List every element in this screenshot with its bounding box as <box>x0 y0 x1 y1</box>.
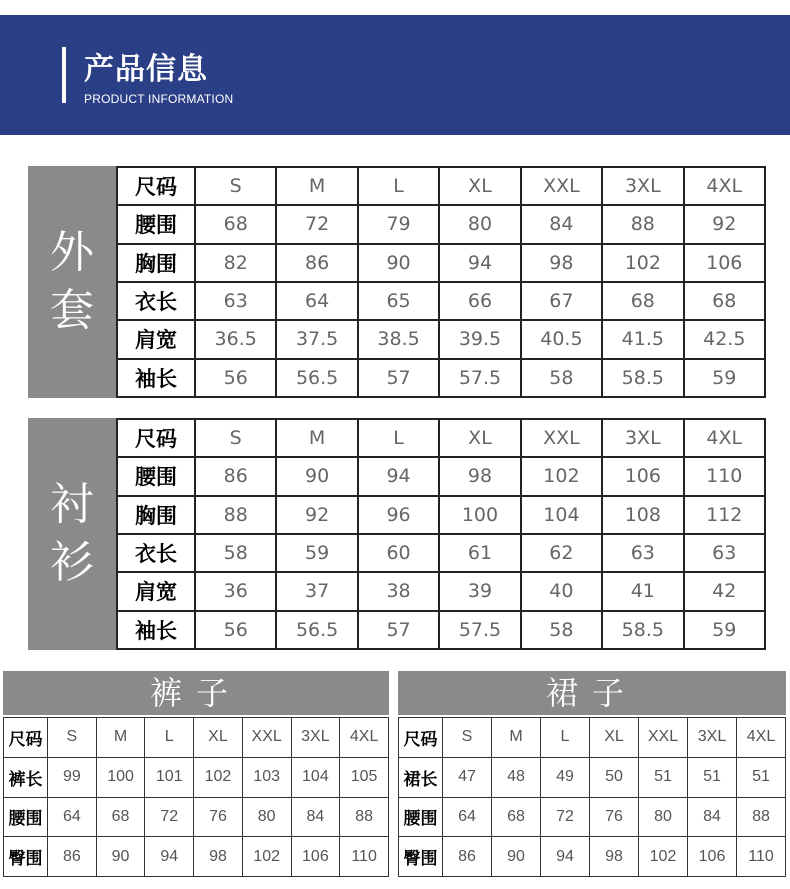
table-row <box>117 496 765 534</box>
size-cell: M <box>492 718 541 758</box>
table-row <box>117 244 765 282</box>
value-cell: 106 <box>602 457 683 495</box>
value-cell: 90 <box>358 244 439 282</box>
row-label: 胸围 <box>117 244 195 282</box>
value-cell: 102 <box>521 457 602 495</box>
size-cell: 3XL <box>688 718 737 758</box>
table-row <box>117 282 765 320</box>
value-cell: 56.5 <box>276 359 357 397</box>
value-cell: 58 <box>521 359 602 397</box>
skirt-title: 裙子 <box>545 674 638 712</box>
value-cell: 58 <box>195 534 276 572</box>
value-cell: 39.5 <box>439 320 520 358</box>
size-cell: 3XL <box>602 167 683 205</box>
table-row <box>117 457 765 495</box>
row-label: 腰围 <box>399 797 443 837</box>
size-cell: L <box>358 167 439 205</box>
value-cell: 92 <box>684 205 765 243</box>
size-cell: L <box>358 419 439 457</box>
value-cell: 112 <box>684 496 765 534</box>
value-cell: 58.5 <box>602 611 683 649</box>
jacket-size-table <box>116 166 766 398</box>
table-row <box>4 797 389 837</box>
value-cell: 42.5 <box>684 320 765 358</box>
row-label: 胸围 <box>117 496 195 534</box>
skirt-size-table <box>398 717 786 877</box>
shirt-category-label <box>28 418 116 650</box>
value-cell: 64 <box>443 797 492 837</box>
value-cell: 84 <box>291 797 340 837</box>
value-cell: 106 <box>688 837 737 877</box>
value-cell: 51 <box>737 757 786 797</box>
value-cell: 76 <box>590 797 639 837</box>
size-cell: L <box>541 718 590 758</box>
value-cell: 58.5 <box>602 359 683 397</box>
value-cell: 80 <box>639 797 688 837</box>
value-cell: 102 <box>194 757 243 797</box>
value-cell: 94 <box>358 457 439 495</box>
size-cell: XXL <box>521 167 602 205</box>
value-cell: 90 <box>96 837 145 877</box>
table-row <box>117 611 765 649</box>
value-cell: 94 <box>145 837 194 877</box>
size-cell: 4XL <box>737 718 786 758</box>
shirt-label-char-2: 衫 <box>50 537 94 588</box>
value-cell: 68 <box>492 797 541 837</box>
value-cell: 57 <box>358 611 439 649</box>
size-cell: S <box>195 419 276 457</box>
size-cell: 3XL <box>291 718 340 758</box>
value-cell: 57.5 <box>439 611 520 649</box>
size-cell: XL <box>439 167 520 205</box>
value-cell: 79 <box>358 205 439 243</box>
value-cell: 51 <box>639 757 688 797</box>
value-cell: 88 <box>737 797 786 837</box>
table-row <box>117 205 765 243</box>
value-cell: 80 <box>242 797 291 837</box>
value-cell: 110 <box>737 837 786 877</box>
value-cell: 72 <box>276 205 357 243</box>
value-cell: 98 <box>439 457 520 495</box>
value-cell: 100 <box>96 757 145 797</box>
value-cell: 40.5 <box>521 320 602 358</box>
size-cell: M <box>96 718 145 758</box>
value-cell: 56 <box>195 611 276 649</box>
table-row <box>117 320 765 358</box>
value-cell: 86 <box>276 244 357 282</box>
value-cell: 90 <box>276 457 357 495</box>
value-cell: 41.5 <box>602 320 683 358</box>
shirt-label-char-1: 衬 <box>50 479 94 530</box>
value-cell: 49 <box>541 757 590 797</box>
value-cell: 101 <box>145 757 194 797</box>
table-row <box>399 837 786 877</box>
value-cell: 47 <box>443 757 492 797</box>
value-cell: 64 <box>276 282 357 320</box>
value-cell: 80 <box>439 205 520 243</box>
value-cell: 67 <box>521 282 602 320</box>
size-cell: L <box>145 718 194 758</box>
header-accent-bar <box>62 47 66 103</box>
pants-size-table <box>3 717 389 877</box>
value-cell: 36.5 <box>195 320 276 358</box>
table-row <box>117 359 765 397</box>
value-cell: 100 <box>439 496 520 534</box>
row-label: 袖长 <box>117 359 195 397</box>
value-cell: 40 <box>521 572 602 610</box>
value-cell: 60 <box>358 534 439 572</box>
row-label: 裙长 <box>399 757 443 797</box>
value-cell: 104 <box>291 757 340 797</box>
value-cell: 59 <box>684 359 765 397</box>
table-row <box>4 837 389 877</box>
value-cell: 92 <box>276 496 357 534</box>
value-cell: 56 <box>195 359 276 397</box>
page-title: 产品信息 <box>84 52 208 87</box>
size-cell: M <box>276 419 357 457</box>
size-cell: XL <box>439 419 520 457</box>
value-cell: 59 <box>684 611 765 649</box>
jacket-category-label <box>28 166 116 398</box>
value-cell: 86 <box>443 837 492 877</box>
value-cell: 51 <box>688 757 737 797</box>
value-cell: 98 <box>521 244 602 282</box>
size-header-label: 尺码 <box>117 419 195 457</box>
value-cell: 64 <box>48 797 97 837</box>
value-cell: 105 <box>340 757 389 797</box>
value-cell: 38 <box>358 572 439 610</box>
value-cell: 68 <box>602 282 683 320</box>
value-cell: 76 <box>194 797 243 837</box>
value-cell: 102 <box>639 837 688 877</box>
skirt-title-bar <box>398 671 786 715</box>
value-cell: 104 <box>521 496 602 534</box>
header-banner <box>0 15 790 135</box>
row-label: 袖长 <box>117 611 195 649</box>
value-cell: 99 <box>48 757 97 797</box>
value-cell: 63 <box>684 534 765 572</box>
value-cell: 56.5 <box>276 611 357 649</box>
size-cell: M <box>276 167 357 205</box>
row-label: 腰围 <box>117 205 195 243</box>
value-cell: 68 <box>96 797 145 837</box>
table-row <box>4 757 389 797</box>
value-cell: 37 <box>276 572 357 610</box>
value-cell: 57.5 <box>439 359 520 397</box>
value-cell: 72 <box>145 797 194 837</box>
value-cell: 37.5 <box>276 320 357 358</box>
size-cell: XXL <box>521 419 602 457</box>
pants-title: 裤子 <box>149 674 242 712</box>
value-cell: 61 <box>439 534 520 572</box>
value-cell: 106 <box>291 837 340 877</box>
table-row <box>399 757 786 797</box>
value-cell: 63 <box>602 534 683 572</box>
table-row <box>117 572 765 610</box>
value-cell: 102 <box>602 244 683 282</box>
value-cell: 82 <box>195 244 276 282</box>
size-cell: 4XL <box>684 419 765 457</box>
value-cell: 68 <box>684 282 765 320</box>
value-cell: 103 <box>242 757 291 797</box>
row-label: 腰围 <box>4 797 48 837</box>
value-cell: 88 <box>340 797 389 837</box>
value-cell: 58 <box>521 611 602 649</box>
value-cell: 39 <box>439 572 520 610</box>
value-cell: 65 <box>358 282 439 320</box>
value-cell: 57 <box>358 359 439 397</box>
value-cell: 88 <box>195 496 276 534</box>
value-cell: 96 <box>358 496 439 534</box>
jacket-label-char-2: 套 <box>50 285 94 336</box>
value-cell: 110 <box>340 837 389 877</box>
value-cell: 68 <box>195 205 276 243</box>
size-cell: XXL <box>639 718 688 758</box>
table-row <box>117 167 765 205</box>
value-cell: 41 <box>602 572 683 610</box>
size-cell: XXL <box>242 718 291 758</box>
size-header-label: 尺码 <box>4 718 48 758</box>
value-cell: 102 <box>242 837 291 877</box>
value-cell: 94 <box>439 244 520 282</box>
value-cell: 98 <box>194 837 243 877</box>
value-cell: 106 <box>684 244 765 282</box>
value-cell: 36 <box>195 572 276 610</box>
size-cell: 3XL <box>602 419 683 457</box>
value-cell: 90 <box>492 837 541 877</box>
value-cell: 50 <box>590 757 639 797</box>
value-cell: 84 <box>688 797 737 837</box>
row-label: 腰围 <box>117 457 195 495</box>
table-row <box>399 797 786 837</box>
value-cell: 72 <box>541 797 590 837</box>
table-row <box>117 419 765 457</box>
value-cell: 38.5 <box>358 320 439 358</box>
jacket-label-char-1: 外 <box>50 227 94 278</box>
value-cell: 66 <box>439 282 520 320</box>
value-cell: 108 <box>602 496 683 534</box>
size-cell: XL <box>590 718 639 758</box>
page-subtitle: PRODUCT INFORMATION <box>84 92 234 106</box>
row-label: 肩宽 <box>117 572 195 610</box>
row-label: 臀围 <box>4 837 48 877</box>
size-cell: 4XL <box>340 718 389 758</box>
value-cell: 88 <box>602 205 683 243</box>
size-header-label: 尺码 <box>399 718 443 758</box>
table-row <box>399 718 786 758</box>
value-cell: 94 <box>541 837 590 877</box>
size-cell: 4XL <box>684 167 765 205</box>
table-row <box>4 718 389 758</box>
size-cell: S <box>443 718 492 758</box>
pants-title-bar <box>3 671 389 715</box>
row-label: 臀围 <box>399 837 443 877</box>
row-label: 裤长 <box>4 757 48 797</box>
value-cell: 59 <box>276 534 357 572</box>
value-cell: 110 <box>684 457 765 495</box>
value-cell: 48 <box>492 757 541 797</box>
size-cell: S <box>48 718 97 758</box>
value-cell: 86 <box>195 457 276 495</box>
row-label: 衣长 <box>117 282 195 320</box>
value-cell: 42 <box>684 572 765 610</box>
size-cell: S <box>195 167 276 205</box>
row-label: 肩宽 <box>117 320 195 358</box>
value-cell: 84 <box>521 205 602 243</box>
value-cell: 63 <box>195 282 276 320</box>
shirt-size-table <box>116 418 766 650</box>
value-cell: 62 <box>521 534 602 572</box>
value-cell: 98 <box>590 837 639 877</box>
size-cell: XL <box>194 718 243 758</box>
size-header-label: 尺码 <box>117 167 195 205</box>
value-cell: 86 <box>48 837 97 877</box>
row-label: 衣长 <box>117 534 195 572</box>
table-row <box>117 534 765 572</box>
